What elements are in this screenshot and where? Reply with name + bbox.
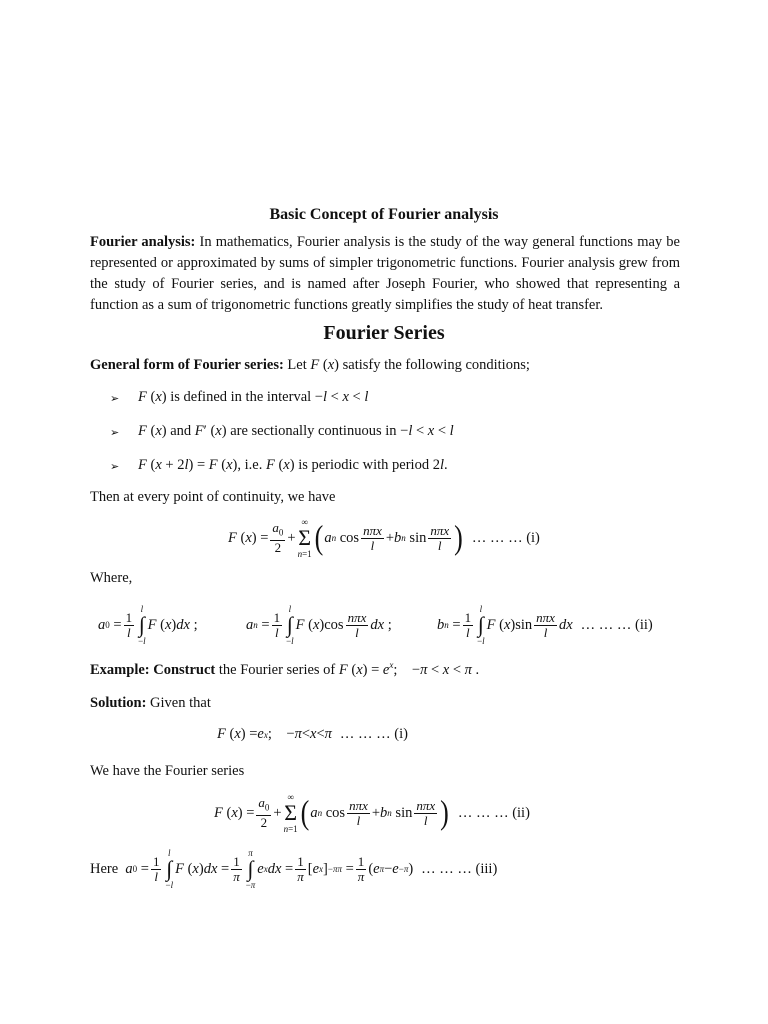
given-equation: F ( x ) = e x ; − π < x < π … … … (i) [217,726,408,742]
coefficient-a0: a 0 = $\frac{1}{l}$ l ∫ −l F ( x ) dx ; [98,604,198,646]
example-line: Example: Construct the Fourier series of F $(x) = e^x$; −π < x < π . [90,660,480,678]
general-label: General form of Fourier series: [90,357,284,373]
general-form-line: General form of Fourier series: Let F (x) satisfy the following conditions; [90,357,530,373]
arrow-bullet-icon: ➢ [110,426,120,439]
fourier-series-equation-2: F ( x ) = $\frac{a_0}{2}$ + ∞ Σ n=1 ( a n cos $\frac{\text{nπx}}{l}$ + b n sin $\frac{\text{nπx}}{l}$ ) … … … (ii) [214,792,530,834]
intro-label: Fourier analysis: [90,234,196,250]
coefficient-bn: b n = $\frac{1}{l}$ l ∫ −l F ( x )sin $\frac{\text{nπx}}{l}$ dx … … … (ii) [437,604,653,646]
series-line: We have the Fourier series [90,763,245,779]
continuity-line: Then at every point of continuity, we have [90,489,336,505]
where-line: Where, [90,570,133,586]
conditions-list [110,389,454,491]
a0-computation: Here a 0 = $\frac{1}{l}$ l ∫ −l F ( x ) dx = $\frac{1}{\pi}$ π ∫ −π e x dx = $\frac{1}{\pi}$ [ e x ] −π π = $\frac{1}{\pi}$ ( e π − e −π ) … … … (iii) [90,848,498,890]
math-fx: F [310,357,320,373]
arrow-bullet-icon: ➢ [110,460,120,473]
intro-text: In mathematics, Fourier analysis is the study of the way general functions may be represented or approximated by sums of simpler trigonometric functions. Fourier analysis grew from the study of Fourier series, and is named after Joseph Fourier, who showed that representing a function as a sum of trigonometric functions greatly simplifies the study of heat transfer. [90,234,680,313]
section-title: Fourier Series [323,322,445,344]
condition-item: ➢ F (x) and F′ (x) are sectionally continuous in −l < x < l [110,423,454,439]
fourier-series-equation-1: F ( x ) = $\frac{a_0}{2}$ + ∞ Σ n=1 ( a n cos $\frac{\text{nπx}}{l}$ + b n sin $\frac{\text{nπx}}{l}$ ) … … … (i) [228,517,540,559]
condition-item: ➢ F (x) is defined in the interval −l < x < l [110,389,369,405]
intro-paragraph [90,232,680,316]
condition-item: ➢ F (x + 2l) = F (x), i.e. F (x) is periodic with period 2l. [110,457,448,473]
arrow-bullet-icon: ➢ [110,392,120,405]
page-title: Basic Concept of Fourier analysis [269,206,499,223]
solution-line: Solution: Given that [90,695,211,711]
coefficient-an: a n = $\frac{1}{l}$ l ∫ −l F ( x )cos $\frac{\text{nπx}}{l}$ dx ; [246,604,392,646]
